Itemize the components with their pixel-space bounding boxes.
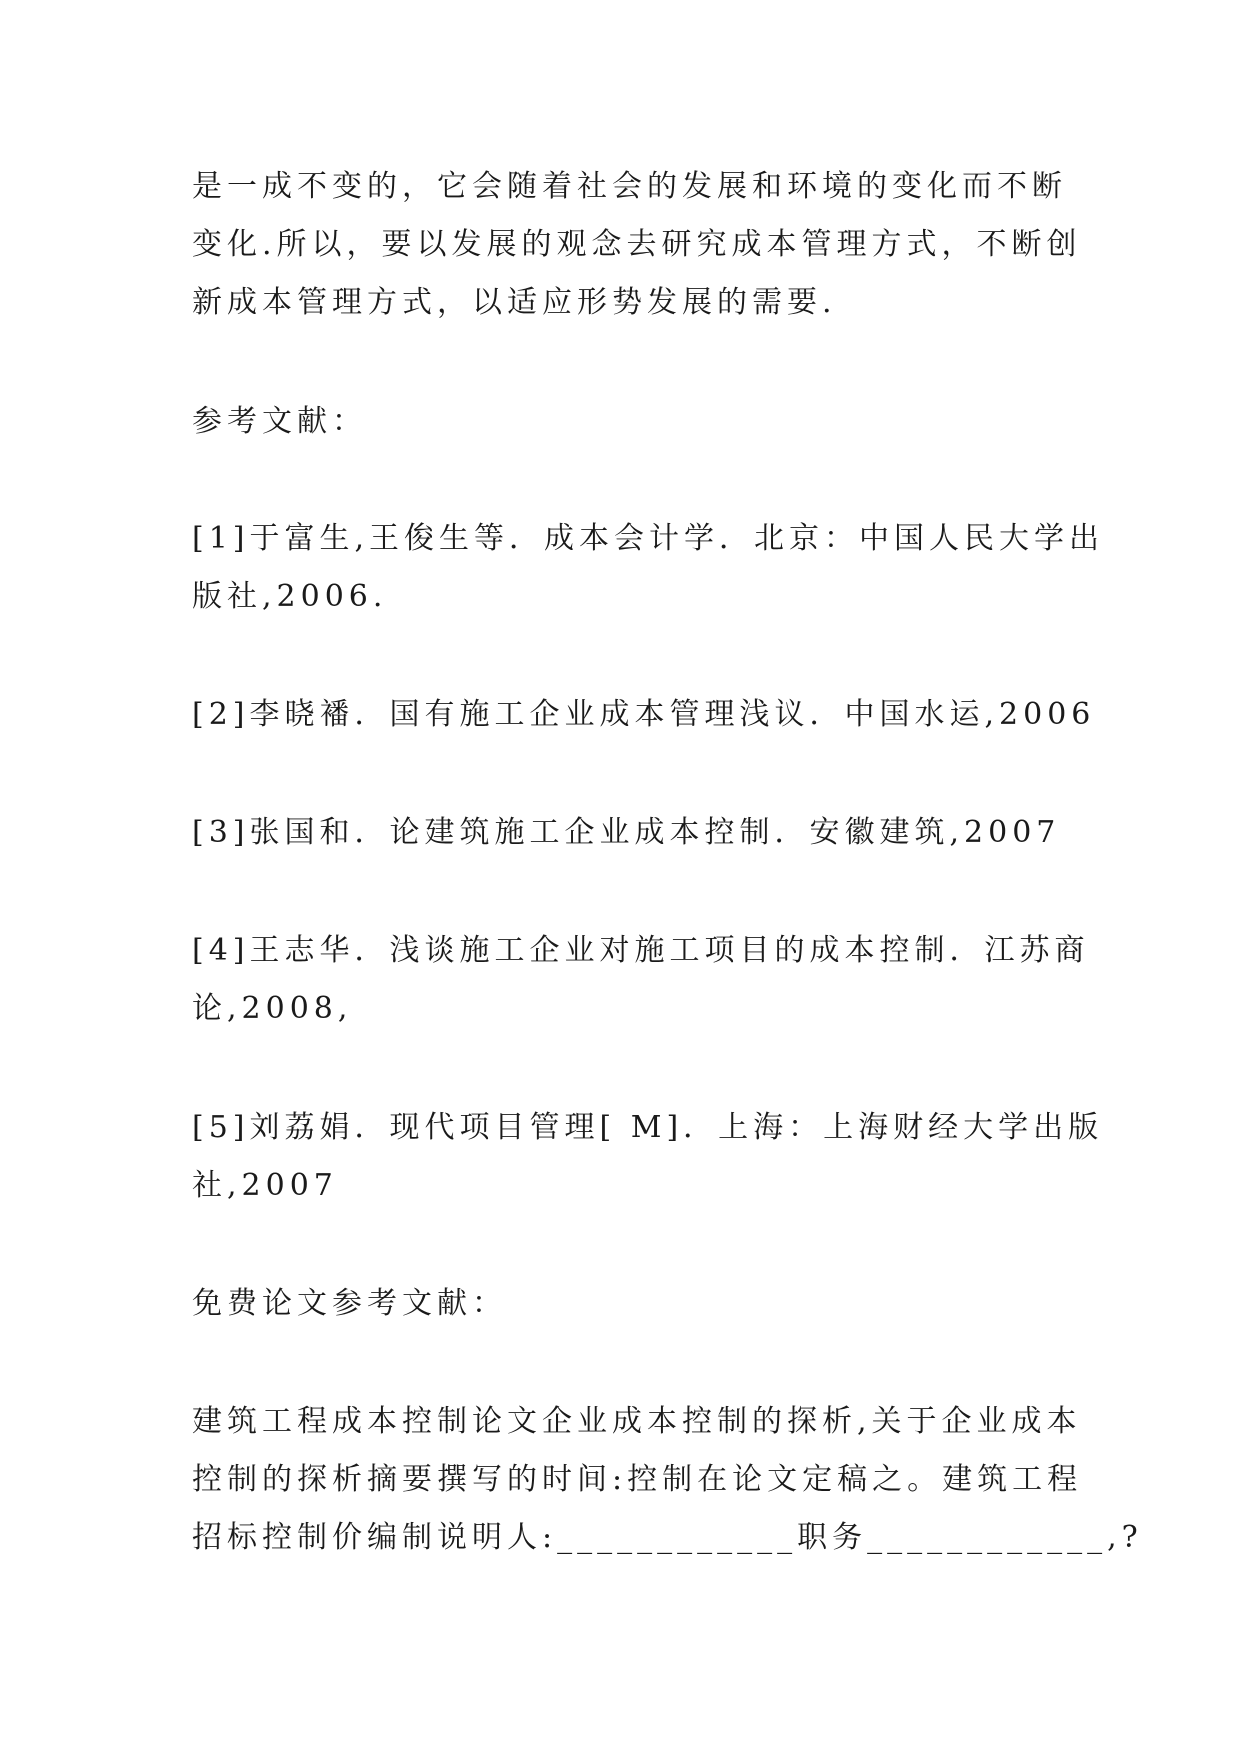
reference-item-3 — [192, 804, 1062, 862]
reference-item-5 — [192, 1099, 1104, 1215]
text-line: [2]李晓襎．国有施工企业成本管理浅议．中国水运,2006 — [192, 697, 1096, 732]
text-line: 论,2008, — [192, 991, 353, 1026]
heading-text: 参考文献： — [192, 404, 367, 439]
free-references-heading — [192, 1275, 1062, 1333]
text-line: 是一成不变的，它会随着社会的发展和环境的变化而不断 — [192, 169, 1067, 204]
text-line: [4]王志华．浅谈施工企业对施工项目的成本控制．江苏商 — [192, 933, 1090, 968]
text-line: 社,2007 — [192, 1168, 338, 1203]
text-line: [3]张国和．论建筑施工企业成本控制．安徽建筑,2007 — [192, 815, 1061, 850]
references-heading — [192, 393, 1062, 451]
closing-paragraph — [192, 1393, 1143, 1567]
reference-item-4 — [192, 922, 1090, 1038]
text-line: 招标控制价编制说明人:____________职务____________,? — [192, 1520, 1143, 1555]
text-line: 版社,2006. — [192, 579, 388, 614]
text-line: 建筑工程成本控制论文企业成本控制的探析,关于企业成本 — [192, 1404, 1082, 1439]
reference-item-1 — [192, 510, 1105, 626]
text-line: 新成本管理方式，以适应形势发展的需要. — [192, 285, 837, 320]
text-line: 变化.所以，要以发展的观念去研究成本管理方式，不断创 — [192, 227, 1082, 262]
text-line: 控制的探析摘要撰写的时间:控制在论文定稿之。建筑工程 — [192, 1462, 1083, 1497]
intro-paragraph — [192, 158, 1082, 332]
text-line: [5]刘荔娟．现代项目管理[ M]．上海：上海财经大学出版 — [192, 1110, 1104, 1145]
reference-item-2 — [192, 686, 1096, 744]
text-line: [1]于富生,王俊生等．成本会计学．北京：中国人民大学出 — [192, 521, 1105, 556]
heading-text: 免费论文参考文献： — [192, 1286, 507, 1321]
